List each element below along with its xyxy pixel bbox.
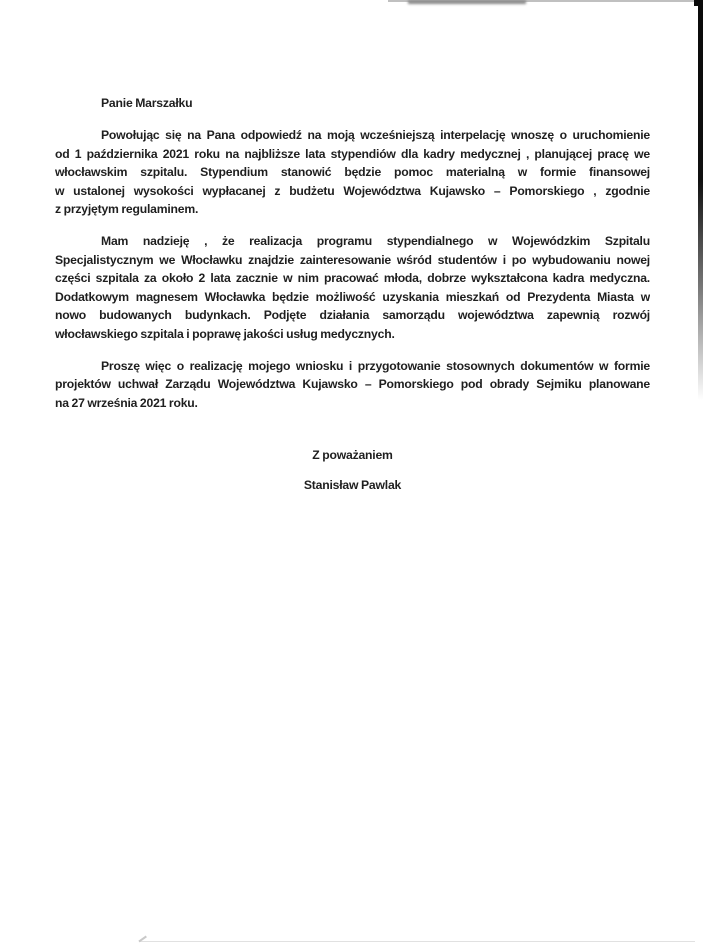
paragraph-line: z przyjętym regulaminem. (55, 202, 199, 217)
closing-block (55, 447, 650, 493)
paragraph-line: włocławskiego szpitala i poprawę jakości usług medycznych. (55, 326, 395, 341)
paragraph-line: w ustalonej wysokości wypłacanej z budżetu Województwa Kujawsko – Pomorskiego , zgodnie (55, 183, 650, 198)
paragraph-1 (55, 126, 650, 219)
paragraph-line: Proszę więc o realizację mojego wniosku i przygotowanie stosownych dokumentów w formie (101, 358, 650, 373)
paragraph-line: od 1 października 2021 roku na najbliższe lata stypendiów dla kadry medycznej , planującej pracę we (55, 146, 650, 161)
scan-artifact-top-right-corner (694, 0, 703, 6)
letter-body (55, 95, 650, 493)
paragraph-line: Specjalistycznym we Włocławku znajdzie zainteresowanie wśród studentów i po wybudowaniu nowej (55, 252, 650, 267)
scan-artifact-right-edge-strip (698, 0, 703, 400)
paragraph-line: Dodatkowym magnesem Włocławka będzie możliwość uzyskania mieszkań od Prezydenta Miasta w (55, 289, 650, 304)
scan-artifact-top-smudge (408, 0, 526, 4)
paragraph-line: części szpitala za około 2 lata zacznie w nim pracować młoda, dobrze wykształcona kadra medyczna. (55, 271, 650, 286)
paragraph-line: włocławskim szpitalu. Stypendium stanowić będzie pomoc materialną w formie finansowej (55, 165, 650, 180)
scan-artifact-bottom-hairline (140, 941, 695, 942)
paragraph-line: Powołując się na Pana odpowiedź na moją wcześniejszą interpelację wnoszę o uruchomienie (101, 128, 650, 142)
closing-phrase: Z poważaniem (312, 448, 393, 463)
paragraph-line: Mam nadzieję , że realizacja programu stypendialnego w Wojewódzkim Szpitalu (101, 233, 650, 248)
paragraph-line: na 27 września 2021 roku. (55, 395, 198, 410)
paragraph-line: projektów uchwał Zarządu Województwa Kujawsko – Pomorskiego pod obrady Sejmiku planowane (55, 377, 650, 392)
paragraph-line: nowo budowanych budynkach. Podjęte działania samorządu województwa zapewnią rozwój (55, 308, 650, 323)
paragraph-2 (55, 232, 650, 344)
signature-name: Stanisław Pawlak (303, 478, 402, 493)
paragraph-3 (55, 357, 650, 413)
salutation: Panie Marszałku (101, 96, 193, 110)
